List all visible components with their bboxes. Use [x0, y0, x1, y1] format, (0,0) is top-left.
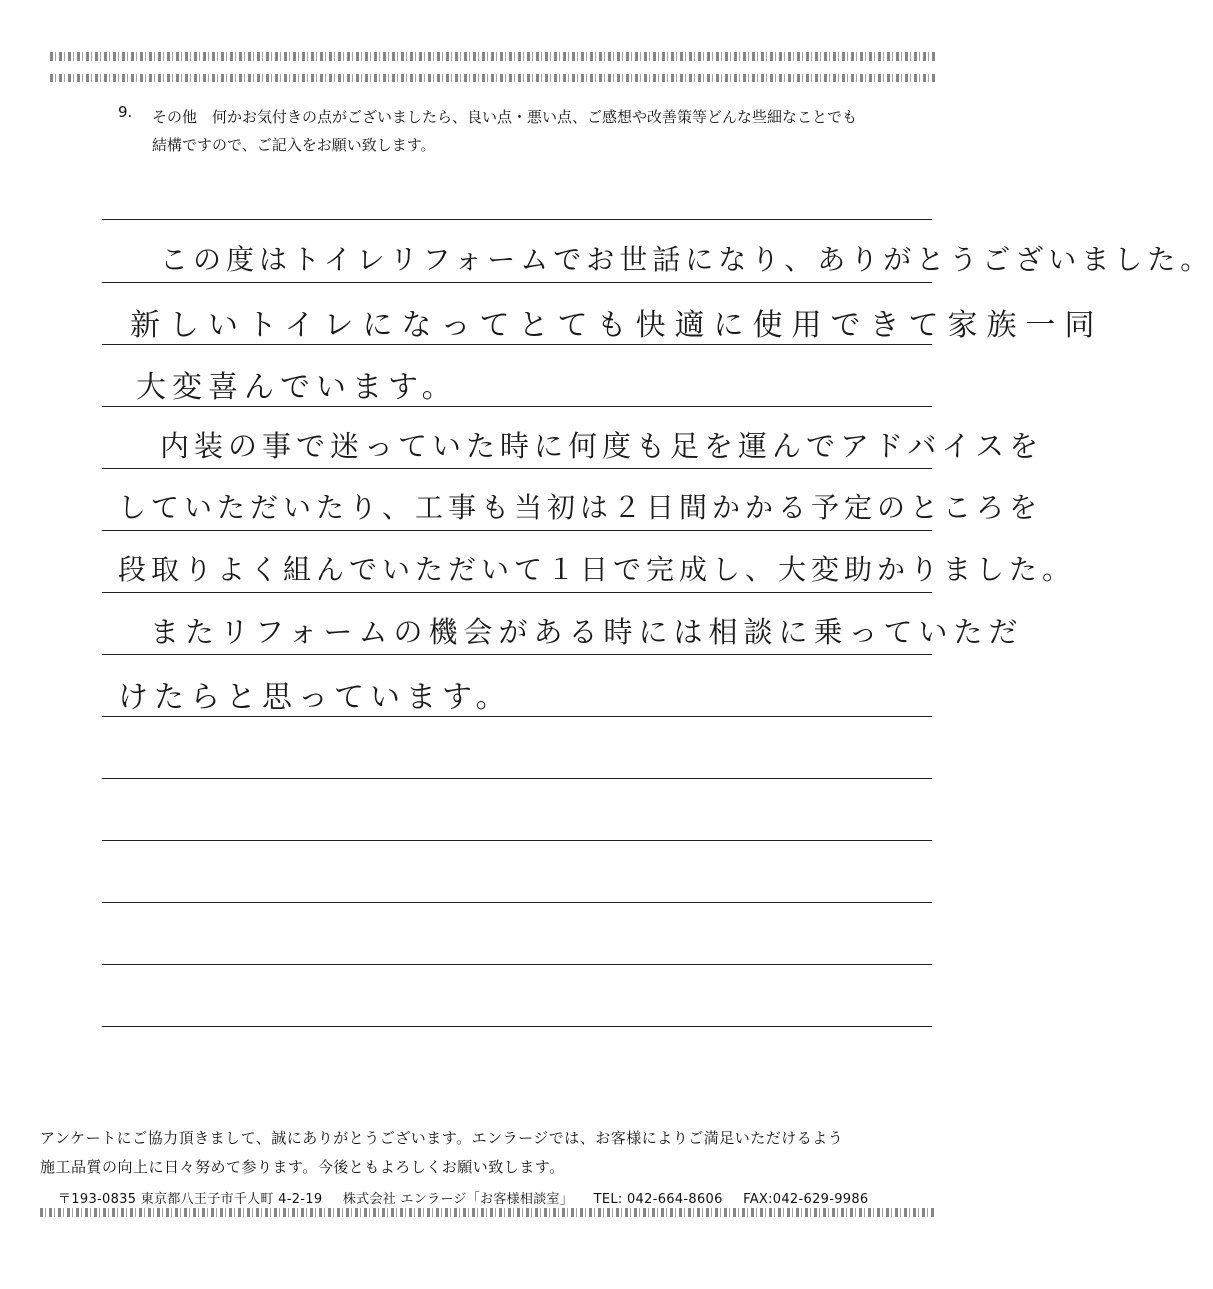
ruled-line: [102, 964, 932, 965]
footer-address: 〒193-0835 東京都八王子市千人町 4-2-19: [58, 1192, 323, 1207]
question-number: 9.: [118, 103, 133, 121]
footer-fax: FAX:042-629-9986: [743, 1192, 869, 1207]
question-line-1: その他 何かお気付きの点がございましたら、良い点・悪い点、ご感想や改善策等どんな些細なことでも: [152, 108, 858, 126]
scan-noise-top-2: [50, 74, 935, 82]
handwritten-line-6: 段取りよく組んでいただいて１日で完成し、大変助かりました。: [118, 553, 1076, 586]
footer-contact: [58, 1188, 884, 1207]
ruled-line: [102, 654, 932, 655]
ruled-line: [102, 902, 932, 903]
ruled-line: [102, 530, 932, 531]
ruled-line: [102, 406, 932, 407]
scan-noise-top: [50, 52, 935, 61]
question-line-2: 結構ですので、ご記入をお願い致します。: [152, 136, 436, 154]
question-text: [152, 103, 952, 159]
ruled-line: [102, 219, 932, 220]
ruled-line: [102, 592, 932, 593]
handwritten-line-1: この度はトイレリフォームでお世話になり、ありがとうございました。: [160, 243, 1213, 276]
footer-tel: TEL: 042-664-8606: [593, 1192, 723, 1207]
handwritten-line-2: 新しいトイレになってとても快適に使用できて家族一同: [130, 308, 1104, 343]
ruled-line: [102, 716, 932, 717]
handwritten-line-4: 内装の事で迷っていた時に何度も足を運んでアドバイスを: [160, 429, 1044, 463]
ruled-line: [102, 840, 932, 841]
handwritten-line-7: またリフォームの機会がある時には相談に乗っていただ: [150, 615, 1024, 649]
footer-company: 株式会社 エンラージ「お客様相談室」: [342, 1192, 574, 1207]
footer-thanks-line-1: アンケートにご協力頂きまして、誠にありがとうございます。エンラージでは、お客様によりご満足いただけるよう: [40, 1129, 844, 1147]
ruled-line: [102, 778, 932, 779]
ruled-line: [102, 282, 932, 283]
ruled-line: [102, 1026, 932, 1027]
footer-thanks-line-2: 施工品質の向上に日々努めて参ります。今後ともよろしくお願い致します。: [40, 1158, 565, 1176]
handwritten-line-8: けたらと思っています。: [118, 680, 512, 715]
handwritten-line-3: 大変喜んでいます。: [136, 370, 458, 405]
scan-noise-bottom: [40, 1208, 935, 1217]
ruled-line: [102, 468, 932, 469]
ruled-line: [102, 344, 932, 345]
handwritten-line-5: していただいたり、工事も当初は２日間かかる予定のところを: [118, 491, 1043, 524]
